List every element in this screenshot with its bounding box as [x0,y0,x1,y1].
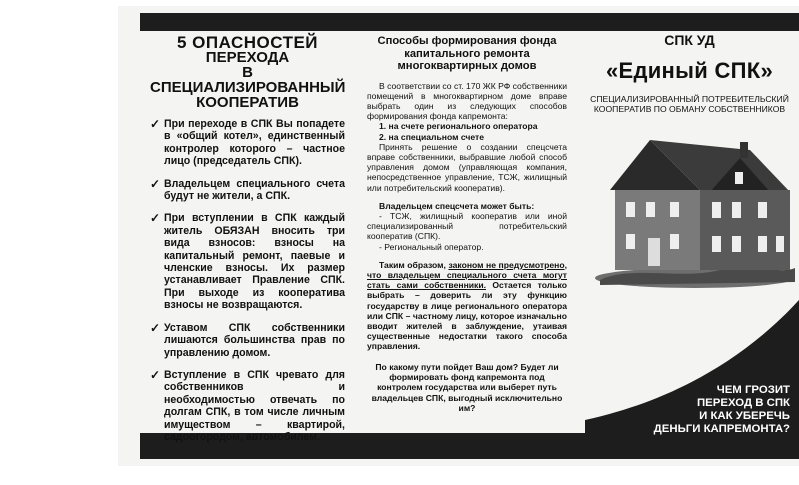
window [712,236,721,252]
danger-item [150,369,345,443]
bottom-line-2: ПЕРЕХОД В СПК [696,397,790,409]
danger-item [150,212,345,311]
house-icon [590,130,799,290]
left-title-line1: 5 ОПАСНОСТЕЙ [176,33,319,52]
danger-text: Уставом СПК собственники лишаются большинства прав по управлению домом. [164,321,345,359]
middle-panel [367,35,567,414]
danger-text: Владельцем специального счета будут не жители, а СПК. [164,177,345,203]
left-title-line3: В СПЕЦИАЛИЗИРОВАННЫЙ [150,64,346,96]
owner-item-1: - ТСЖ, жилищный кооператив или иной специализированный потребительский кооператив (СПК). [367,210,567,242]
option-1: 1. на счете регионального оператора [379,121,538,132]
checkmark-icon: ✓ [150,320,161,335]
intro-text: В соответствии со ст. 170 ЖК РФ собственники помещений в многоквартирном доме вправе выбрать один из следующих способов формирования фонда капремонта: [367,80,567,122]
left-title-line4: КООПЕРАТИВ [196,94,299,111]
conclusion-rest: Остается только выбрать – доверить ли эту функцию государству в лице регионального оператора или СПК – частному лицу, которое изначально вводит жителей в заблуждение, утаивая существенные недостатки такого способа управления. [367,280,567,352]
checkmark-icon: ✓ [150,367,161,382]
conclusion-underlined: законом не предусмотрено, что владельцем специального счета могут стать сами собственники. [367,259,567,291]
window [776,236,784,252]
conclusion-text [367,260,567,352]
window [670,234,679,249]
top-band [140,13,799,31]
danger-text: При вступлении в СПК каждый житель ОБЯЗАН вносить три вида взносов: взносы на капитальный ремонт, паевые и членские взносы. Их размер устанавливает Правление СПК. При выходе из кооператива взносы не возвращаются. [164,212,345,312]
brand-name: «Единый СПК» [605,58,774,83]
window [712,202,721,218]
decision-text: Принять решение о создании спецсчета вправе собственники, выбравшие любой способ управления домом (управляющая компания, непосредственное управление, ТСЖ, жилищный или потребительский кооператив). [367,141,567,193]
right-panel [580,32,799,114]
left-title-line2: ПЕРЕХОДА [205,49,290,66]
danger-item [150,118,345,168]
bottom-line-3: И КАК УБЕРЕЧЬ [699,410,790,422]
closing-question: По какому пути пойдет Ваш дом? Будет ли формировать фонд капремонта под контролем государства или выберет путь владельцев СПК, выгодный исключительно им? [371,361,563,414]
checkmark-icon: ✓ [150,117,161,131]
danger-item [150,178,345,203]
window [735,172,743,184]
bottom-line-4: ДЕНЬГИ КАПРЕМОНТА? [653,423,790,435]
danger-text: Вступление в СПК чревато для собственников и необходимостью отвечать по долгам СПК, в том числе личным имуществом – квартирой, садоогородом, автомобилем. [164,368,345,443]
window [732,202,741,218]
brand-subtitle: СПЕЦИАЛИЗИРОВАННЫЙ ПОТРЕБИТЕЛЬСКИЙ КООПЕРАТИВ ПО ОБМАНУ СОБСТВЕННИКОВ [590,94,789,114]
window [626,234,635,249]
bottom-line-1: ЧЕМ ГРОЗИТ [716,384,790,396]
left-title [150,35,345,110]
top-label: СПК УД [664,32,715,48]
option-2: 2. на специальном счете [379,131,485,142]
danger-item [150,322,345,359]
owner-item-2: - Региональный оператор. [379,241,484,252]
window [646,202,655,217]
window [758,236,767,252]
conclusion-start: Таким образом, [379,259,446,270]
owner-heading: Владельцем спецсчета может быть: [379,200,535,211]
window [626,202,635,217]
window [732,236,741,252]
door [648,238,660,266]
window [670,202,679,217]
checkmark-icon: ✓ [150,211,161,226]
middle-title: Способы формирования фонда капитального ремонта многоквартирных домов [377,35,557,72]
window [758,202,767,218]
left-panel [150,35,345,453]
chimney [740,142,748,158]
checkmark-icon: ✓ [150,176,161,191]
danger-text: При переходе в СПК Вы попадете в «общий котел», единственный контролер которого – частное лицо (председатель СПК). [164,118,345,168]
bottom-headline [640,384,790,436]
